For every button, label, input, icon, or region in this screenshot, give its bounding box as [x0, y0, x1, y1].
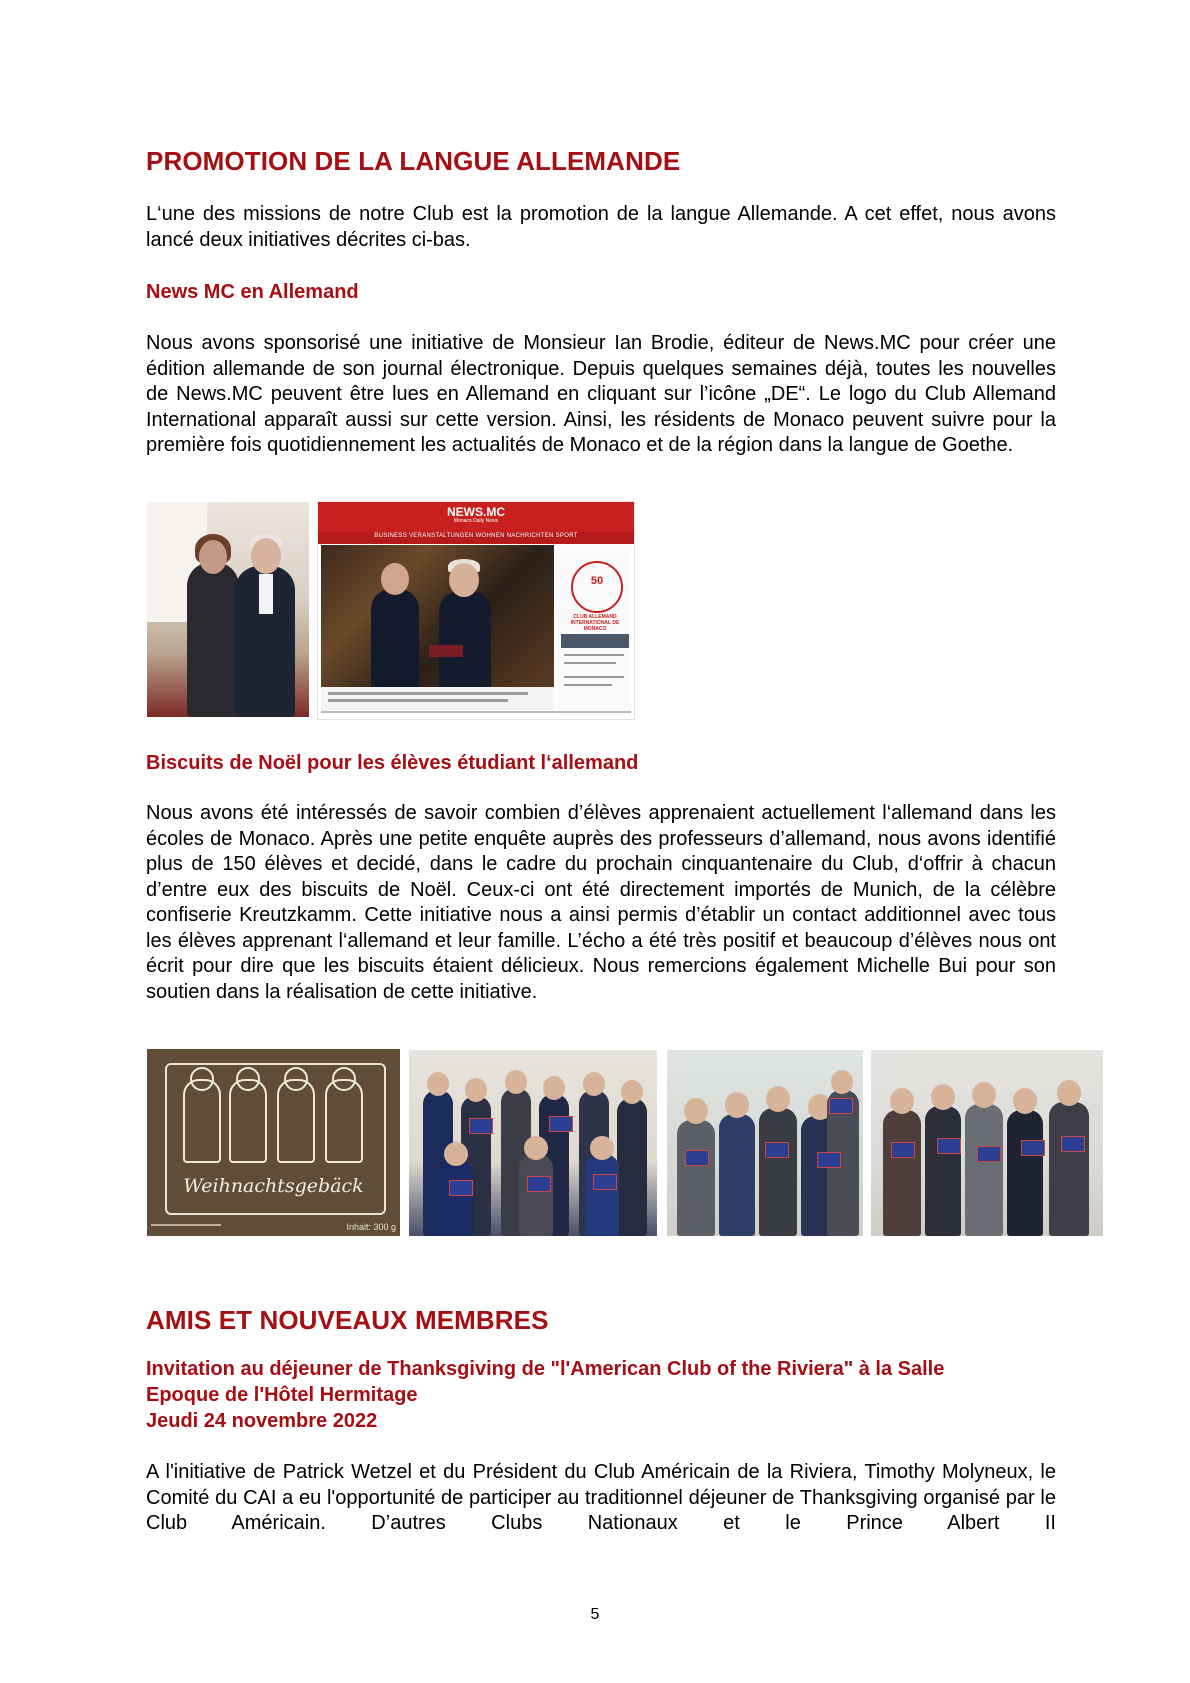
- subtitle-biscuits: Biscuits de Noël pour les élèves étudiant l‘allemand: [146, 752, 639, 774]
- students-photo-1: [409, 1050, 657, 1236]
- intro-paragraph: L‘une des missions de notre Club est la promotion de la langue Allemande. A cet effet, nous avons lancé deux initiatives décrites ci-bas.: [146, 203, 1056, 251]
- box-script-text: Weihnachtsgebäck: [183, 1175, 364, 1197]
- badge-number: 50: [590, 575, 604, 587]
- biscuits-paragraph: Nous avons été intéressés de savoir combien d’élèves apprenaient actuellement l‘allemand dans les écoles de Monaco. Après une petite enquête auprès des professeurs d’allemand, nous avons identifié plus de 150 élèves et decidé, dans le cadre du prochain cinquantenaire du Club, d‘offrir à chacun d’entre eux des biscuits de Noël. Ceux-ci ont été directement importés de Munich, de la célèbre confiserie Kreutzkamm. Cette initiative nous a ainsi permis d’établir un contact additionnel avec tous les élèves apprenant l‘allemand et leur famille. L’écho a été très positif et beaucoup d’élèves nous ont écrit pour dire que les biscuits étaient délicieux. Nous remercions également Michelle Bui pour son soutien dans la réalisation de cette initiative.: [146, 802, 1056, 1003]
- news-paragraph: Nous avons sponsorisé une initiative de Monsieur Ian Brodie, éditeur de News.MC pour créer une édition allemande de son journal électronique. Depuis quelques semaines déjà, toutes les nouvelles de News.MC peuvent être lues en Allemand en cliquant sur l’icône „DE“. Le logo du Club Allemand International apparaît aussi sur cette version. Ainsi, les résidents de Monaco peuvent suivre pour la première fois quotidiennement les actualités de Monaco et de la région dans la langue de Goethe.: [146, 332, 1056, 456]
- biscuit-box-photo: [147, 1049, 400, 1236]
- section-title-amis: AMIS ET NOUVEAUX MEMBRES: [146, 1305, 549, 1335]
- event-heading-line2: Epoque de l'Hôtel Hermitage: [146, 1384, 418, 1406]
- subtitle-news-mc: News MC en Allemand: [146, 281, 359, 303]
- couple-photo: [147, 502, 309, 717]
- page-number: 5: [590, 1606, 600, 1623]
- news-mc-logo: NEWS.MC: [447, 505, 505, 519]
- news-mc-logo-sub: Monaco Daily News: [453, 518, 499, 524]
- students-photo-3: [871, 1050, 1103, 1236]
- news-mc-nav: BUSINESS VERANSTALTUNGEN WOHNEN NACHRICHTEN SPORT: [374, 533, 578, 539]
- thanksgiving-paragraph: A l'initiative de Patrick Wetzel et du Président du Club Américain de la Riviera, Timothy Molyneux, le Comité du CAI a eu l'opportunité de participer au traditionnel déjeuner de Thanksgiving organisé par le Club Américain. D’autres Clubs Nationaux et le Prince Albert II: [146, 1461, 1056, 1534]
- students-photo-2: [667, 1050, 863, 1236]
- news-main-photo: [321, 545, 554, 687]
- event-date: Jeudi 24 novembre 2022: [146, 1410, 378, 1432]
- anniversary-badge: [571, 561, 623, 613]
- box-weight-label: Inhalt: 300 g: [346, 1222, 396, 1232]
- section-title-promotion: PROMOTION DE LA LANGUE ALLEMANDE: [146, 146, 681, 176]
- badge-club-name: CLUB ALLEMAND INTERNATIONAL DE MONACO: [570, 614, 620, 632]
- event-heading-line1: Invitation au déjeuner de Thanksgiving de "l'American Club of the Riviera" à la Salle: [146, 1358, 945, 1380]
- event-heading: [146, 1356, 1056, 1434]
- news-mc-screenshot: [317, 501, 635, 720]
